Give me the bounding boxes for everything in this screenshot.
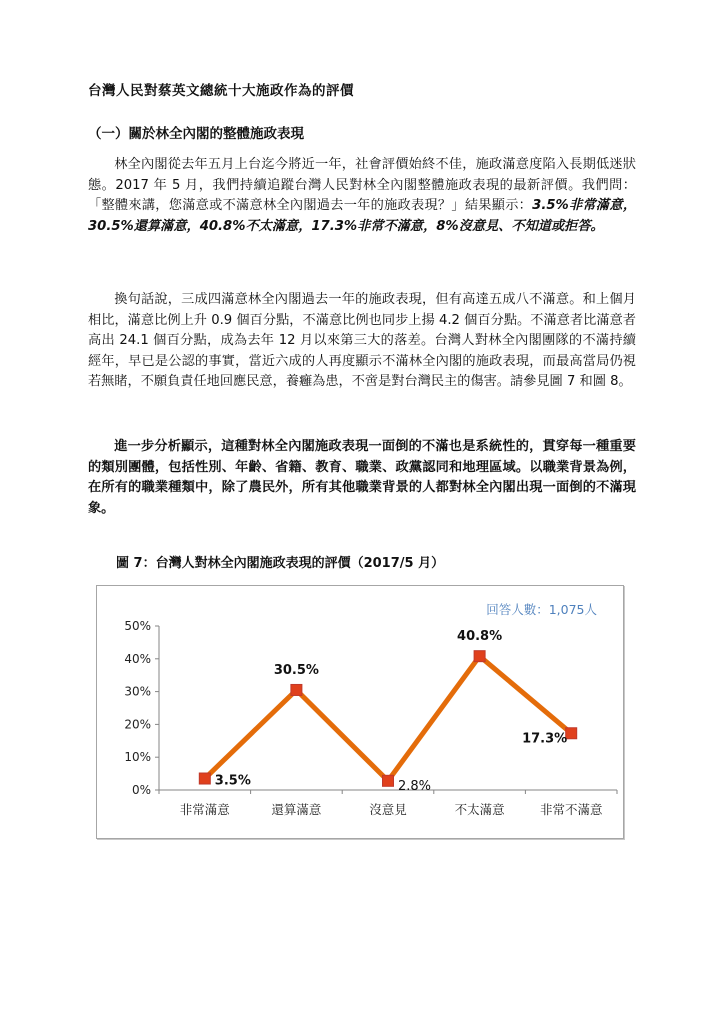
data-point (291, 684, 302, 695)
paragraph-2 (88, 290, 636, 393)
x-tick-label: 非常不滿意 (539, 802, 603, 817)
y-tick-label: 0% (131, 783, 151, 797)
respondent-count-annotation: 回答人數：1,075人 (486, 602, 597, 617)
y-tick-label: 20% (124, 717, 151, 732)
section-heading: （一）關於林全內閣的整體施政表現 (88, 126, 304, 142)
line-chart (97, 586, 623, 838)
x-tick-label: 非常滿意 (179, 802, 230, 817)
y-tick-label: 30% (124, 684, 151, 699)
figure-caption: 圖 7：台灣人對林全內閣施政表現的評價（2017/5 月） (116, 556, 445, 571)
data-label: 40.8% (457, 629, 503, 645)
x-tick-label: 沒意見 (369, 802, 407, 817)
y-tick-label: 50% (124, 619, 151, 633)
paragraph-3 (88, 437, 636, 519)
paragraph-2-text: 換句話說，三成四滿意林全內閣過去一年的施政表現，但有高達五成八不滿意。和上個月相比，滿意比例上升 0.9 個百分點，不滿意比例也同步上揚 4.2 個百分點。不滿意者比滿意者高出 24.1 個百分點，成為去年 12 月以來第三大的落差。台灣人對林全內閣團隊的不滿持續經年，早已是公認的事實，當近六成的人再度顯示不滿林全內閣的施政表現，而最高當局仍視若無睹，不願負責任地回應民意，養癰為患，不啻是對台灣民主的傷害。請參見圖 7 和圖 8。 (88, 292, 636, 389)
data-point (474, 651, 485, 662)
data-point (383, 775, 394, 786)
data-label: 30.5% (273, 662, 319, 678)
x-tick-label: 不太滿意 (454, 802, 505, 817)
chart-frame (96, 585, 624, 839)
paragraph-1-result: 3.5%非常滿意，30.5%還算滿意，40.8%不太滿意，17.3%非常不滿意，8%沒意見、不知道或拒答。 (88, 198, 637, 234)
data-label: 3.5% (214, 773, 251, 789)
data-point (199, 773, 210, 784)
paragraph-1 (88, 155, 636, 237)
series-line (205, 656, 571, 781)
x-tick-label: 還算滿意 (271, 802, 322, 817)
paragraph-1-intro: 林全內閣從去年五月上台迄今將近一年，社會評價始終不佳，施政滿意度陷入長期低迷狀態。2017 年 5 月，我們持續追蹤台灣人民對林全內閣整體施政表現的最新評價。我們問：「整體來講，您滿意或不滿意林全內閣過去一年的施政表現？」結果顯示： (88, 157, 636, 213)
document-title: 台灣人民對蔡英文總統十大施政作為的評價 (88, 83, 354, 99)
data-label: 2.8% (398, 778, 432, 794)
y-tick-label: 40% (124, 651, 151, 666)
data-label: 17.3% (522, 731, 568, 747)
paragraph-3-text: 進一步分析顯示，這種對林全內閣施政表現一面倒的不滿也是系統性的，貫穿每一種重要的類別團體，包括性別、年齡、省籍、教育、職業、政黨認同和地理區域。以職業背景為例，在所有的職業種類中，除了農民外，所有其他職業背景的人都對林全內閣出現一面倒的不滿現象。 (88, 439, 636, 516)
data-point (566, 728, 577, 739)
y-tick-label: 10% (124, 750, 151, 765)
